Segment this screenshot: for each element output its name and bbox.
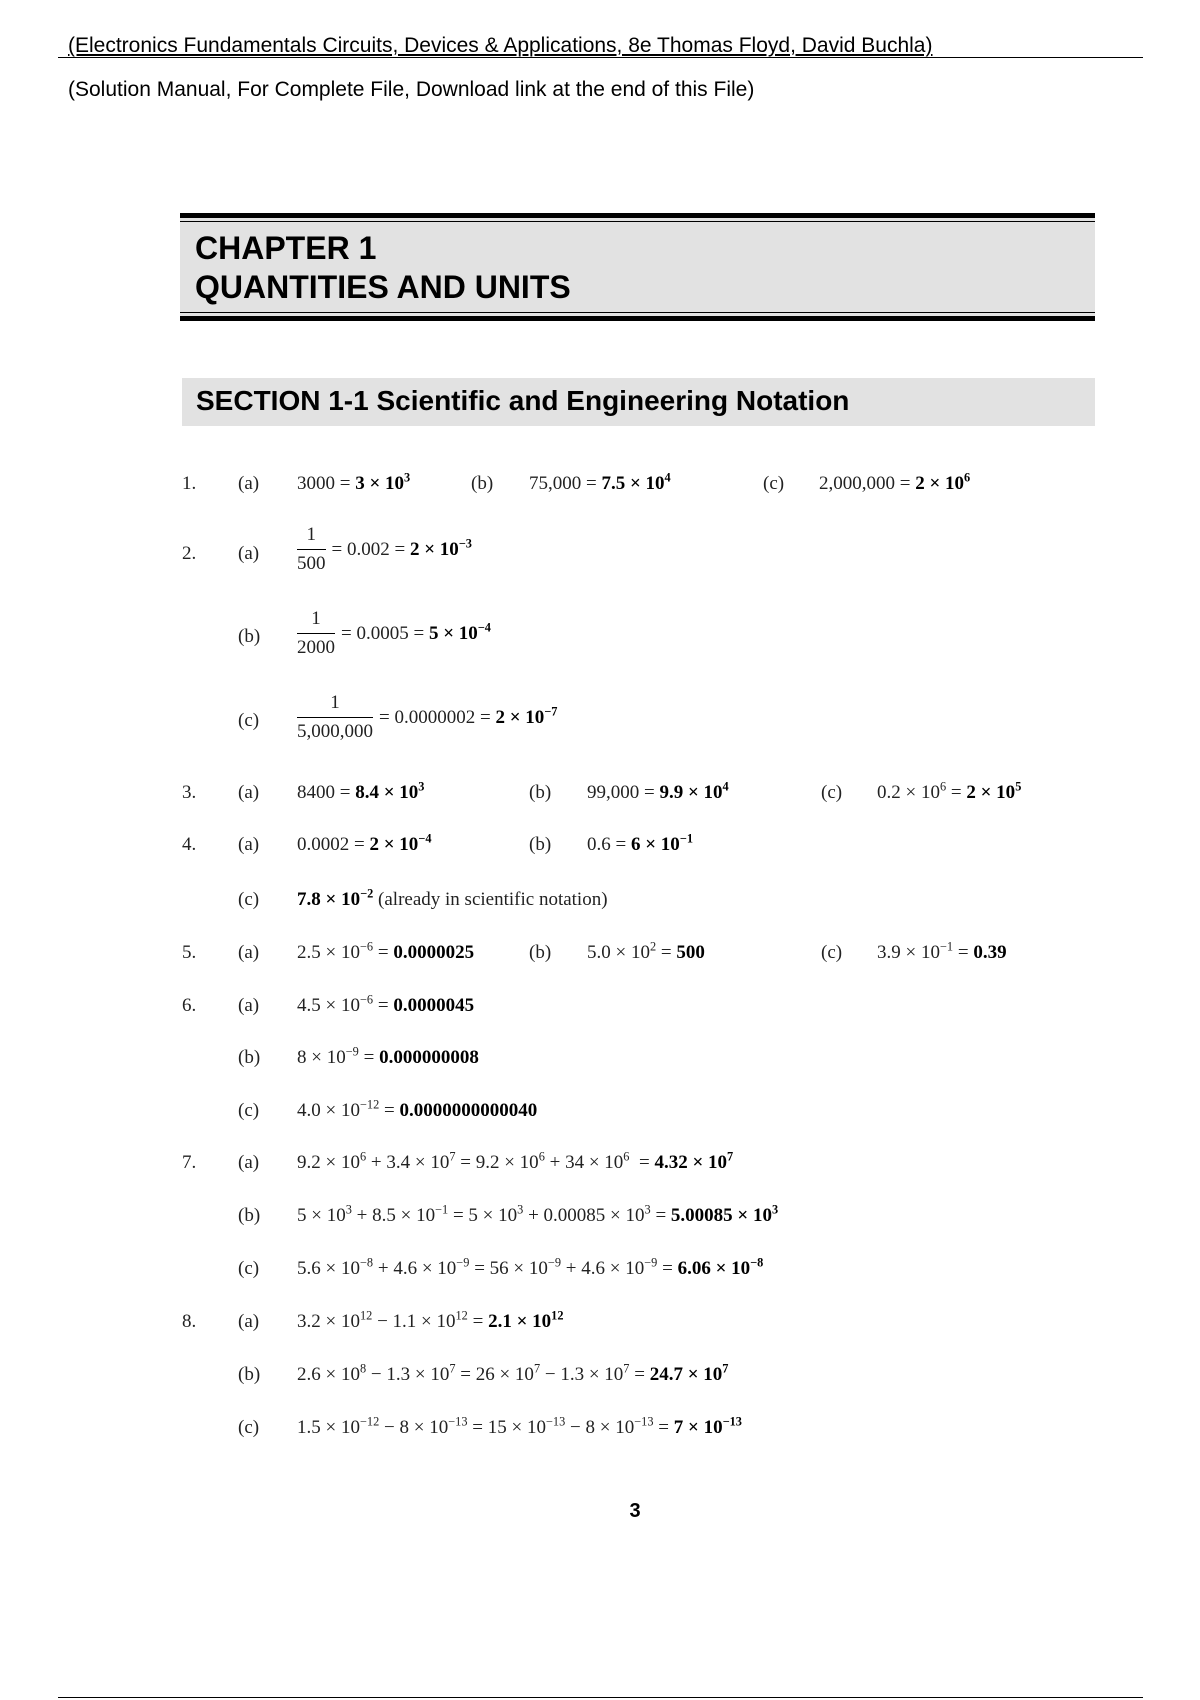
fraction: $\frac{1}{500}$: [297, 524, 326, 574]
solution-manual-note: (Solution Manual, For Complete File, Download link at the end of this File): [68, 78, 755, 101]
part-label: (a): [238, 782, 260, 803]
chapter-name: QUANTITIES AND UNITS: [195, 269, 571, 305]
part-label: (a): [238, 473, 260, 494]
chapter-heading-box: [180, 213, 1095, 321]
part-label: (b): [529, 942, 552, 963]
page-number: 3: [629, 1500, 641, 1522]
part-label: (c): [238, 710, 260, 731]
part-label: (c): [238, 1100, 260, 1121]
part-label: (a): [238, 834, 260, 855]
part-label: (c): [238, 1417, 260, 1438]
header-rule: [58, 57, 1143, 58]
problem-7c-expression: $5.6 \times 10^{-8} + 4.6 \times 10^{-9} = 56 \times 10^{-9} + 4.6 \times 10^{-9} = 6.06 \times 10^{-8}$: [297, 1255, 764, 1279]
problem-4b-expression: $0.6 = 6 \times 10^{-1}$: [587, 831, 694, 855]
problem-number: 1.: [182, 473, 197, 494]
part-label: (b): [238, 1205, 261, 1226]
chapter-rule: [180, 221, 1095, 222]
part-label: (a): [238, 1311, 260, 1332]
section-title: SECTION 1-1 Scientific and Engineering Notation: [196, 385, 850, 416]
problem-7b-expression: $5 \times 10^3 + 8.5 \times 10^{-1} = 5 \times 10^3 + 0.00085 \times 10^3 = 5.00085 \times 10^3$: [297, 1202, 779, 1226]
problem-number: 7.: [182, 1152, 197, 1173]
chapter-title: [195, 229, 571, 307]
problem-8a-expression: $3.2 \times 10^{12} - 1.1 \times 10^{12} = 2.1 \times 10^{12}$: [297, 1308, 564, 1332]
chapter-rule: [180, 213, 1095, 218]
fraction: $\frac{1}{2000}$: [297, 608, 335, 658]
part-label: (a): [238, 1152, 260, 1173]
problem-4c-expression: $7.8 \times 10^{-2}$ (already in scientific notation): [297, 886, 608, 910]
problem-number: 2.: [182, 543, 197, 564]
part-label: (c): [821, 942, 843, 963]
problem-7a-expression: $9.2 \times 10^6 + 3.4 \times 10^7 = 9.2 \times 10^6 + 34 \times 10^6 = 4.32 \times 10^7$: [297, 1149, 734, 1173]
problem-8b-expression: $2.6 \times 10^8 - 1.3 \times 10^7 = 26 \times 10^7 - 1.3 \times 10^7 = 24.7 \times 10^7$: [297, 1361, 729, 1385]
problem-number: 4.: [182, 834, 197, 855]
problem-1b-expression: $75,000 = 7.5 \times 10^4$: [529, 470, 671, 494]
problem-6a-expression: $4.5 \times 10^{-6} = 0.0000045$: [297, 992, 475, 1016]
problem-2a-expression: $\frac{1}{500}$ = $0.002 = 2 \times 10^{-3}$: [297, 524, 472, 574]
section-heading-box: [182, 378, 1095, 426]
problem-3a-expression: $8400 = 8.4 \times 10^3$: [297, 779, 425, 803]
problem-6c-expression: $4.0 \times 10^{-12} = 0.0000000000040$: [297, 1097, 538, 1121]
part-label: (b): [238, 626, 261, 647]
part-label: (b): [529, 782, 552, 803]
problem-5a-expression: $2.5 \times 10^{-6} = 0.0000025$: [297, 939, 475, 963]
chapter-rule: [180, 316, 1095, 321]
part-label: (c): [238, 889, 260, 910]
part-label: (b): [529, 834, 552, 855]
chapter-number: CHAPTER 1: [195, 230, 377, 266]
part-label: (a): [238, 942, 260, 963]
problem-1a-expression: $3000 = 3 \times 10^3$: [297, 470, 411, 494]
problem-2c-expression: $\frac{1}{5,000,000}$ = $0.0000002 = 2 \times 10^{-7}$: [297, 692, 558, 742]
part-label: (b): [471, 473, 494, 494]
part-label: (a): [238, 543, 260, 564]
footer-rule: [58, 1697, 1143, 1698]
problem-4a-expression: $0.0002 = 2 \times 10^{-4}$: [297, 831, 432, 855]
problem-3b-expression: $99,000 = 9.9 \times 10^4$: [587, 779, 729, 803]
problem-number: 3.: [182, 782, 197, 803]
problem-5c-expression: $3.9 \times 10^{-1} = 0.39$: [877, 939, 1007, 963]
problem-1c-expression: $2,000,000 = 2 \times 10^6$: [819, 470, 971, 494]
part-label: (b): [238, 1047, 261, 1068]
problem-8c-expression: $1.5 \times 10^{-12} - 8 \times 10^{-13} = 15 \times 10^{-13} - 8 \times 10^{-13} = 7 \times 10^{-13}$: [297, 1414, 742, 1438]
problem-number: 6.: [182, 995, 197, 1016]
problem-3c-expression: $0.2 \times 10^6 = 2 \times 10^5$: [877, 779, 1022, 803]
part-label: (b): [238, 1364, 261, 1385]
chapter-rule: [180, 312, 1095, 313]
source-title-header: (Electronics Fundamentals Circuits, Devices & Applications, 8e Thomas Floyd, David Buchla): [68, 34, 933, 57]
problem-number: 5.: [182, 942, 197, 963]
fraction: $\frac{1}{5,000,000}$: [297, 692, 373, 742]
problem-6b-expression: $8 \times 10^{-9} = 0.000000008$: [297, 1044, 479, 1068]
problem-2b-expression: $\frac{1}{2000}$ = $0.0005 = 5 \times 10^{-4}$: [297, 608, 491, 658]
part-label: (c): [821, 782, 843, 803]
problem-number: 8.: [182, 1311, 197, 1332]
part-label: (c): [238, 1258, 260, 1279]
part-label: (a): [238, 995, 260, 1016]
problem-5b-expression: $5.0 \times 10^2 = 500$: [587, 939, 705, 963]
part-label: (c): [763, 473, 785, 494]
